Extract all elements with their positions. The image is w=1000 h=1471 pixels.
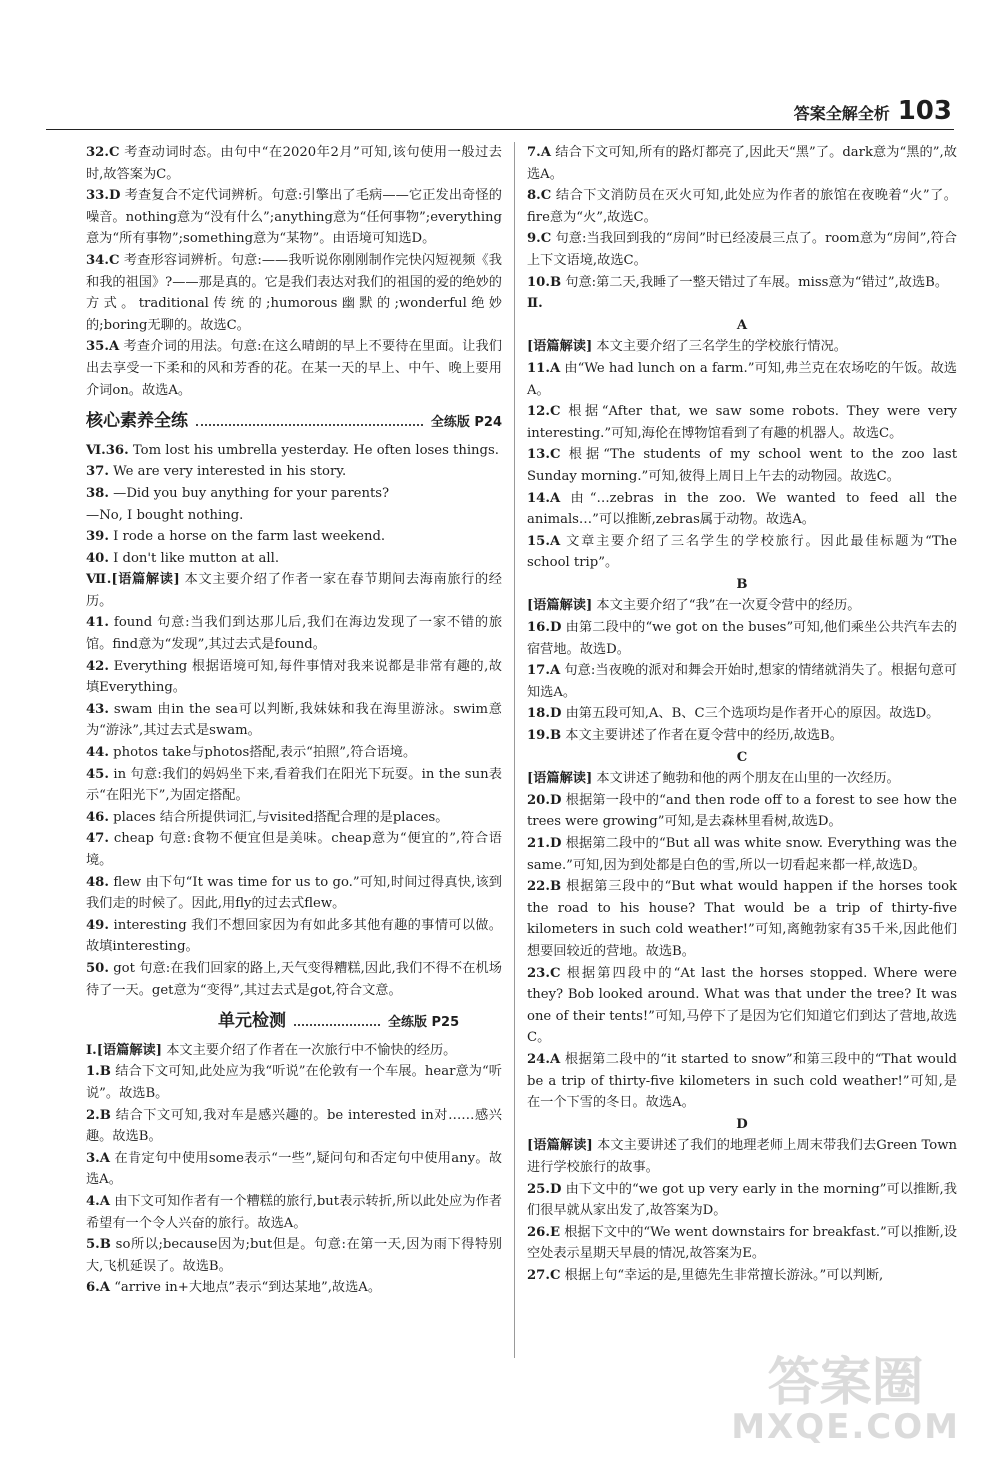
answer-number: 19.B bbox=[527, 728, 562, 744]
answer-text: 本文主要介绍了三名学生的学校旅行情况。 bbox=[592, 339, 847, 355]
section-unit-test bbox=[86, 1011, 502, 1034]
answer-number: 3.A bbox=[86, 1150, 110, 1166]
answer-number: 8.C bbox=[527, 188, 552, 204]
passage-b-answers bbox=[527, 595, 957, 746]
answer-text: 根据下文中的“We went downstairs for breakfast.”可以推断,设空处表示星期天早晨的情况,故答案为E。 bbox=[527, 1224, 957, 1262]
answer-item bbox=[527, 401, 957, 444]
right-column bbox=[527, 142, 957, 1286]
answer-number: 32.C bbox=[86, 145, 120, 160]
answer-item bbox=[527, 1222, 957, 1265]
answer-number: 45. bbox=[86, 766, 109, 782]
answer-text: 本文主要讲述了我们的地理老师上周末带我们去Green Town进行学校旅行的故事。 bbox=[527, 1138, 957, 1175]
answer-number: 21.D bbox=[527, 836, 562, 851]
answer-item bbox=[527, 358, 957, 401]
answer-text: 根据第二段中的“But all was white snow. Everything was the same.”可知,因为到处都是白色的雪,所以一切看起来都一样,故选D。 bbox=[527, 836, 957, 873]
answer-text: 考查介词的用法。句意:在这么晴朗的早上不要待在里面。让我们出去享受一下柔和的风和芳香的花。在某一天的早上、中午、晚上要用介词on。故选A。 bbox=[86, 339, 502, 398]
answer-number: 40. bbox=[86, 550, 109, 566]
answer-item bbox=[527, 185, 957, 228]
answer-item bbox=[86, 1277, 502, 1299]
answer-number: 2.B bbox=[86, 1107, 111, 1123]
answer-item bbox=[527, 272, 957, 294]
answer-number: 26.E bbox=[527, 1224, 560, 1240]
passage-a-answers bbox=[527, 336, 957, 574]
answer-number: 14.A bbox=[527, 490, 561, 506]
answer-item bbox=[527, 228, 957, 271]
answer-text: 根据第三段中的“But what would happen if the horses took the road to his house? That would be a trip of thirty-five kilometers in such cold weather!”可知,离鲍勃家有35千米,因此他们想要回较近的营地。故选B。 bbox=[527, 879, 957, 959]
answer-text: 本文讲述了鲍勃和他的两个朋友在山里的一次经历。 bbox=[592, 771, 900, 787]
answer-number: [语篇解读] bbox=[527, 339, 593, 355]
answer-item bbox=[86, 250, 502, 336]
answer-number: 25.D bbox=[527, 1181, 562, 1197]
passage-b-letter: B bbox=[736, 576, 748, 592]
answer-number: [语篇解读] bbox=[527, 598, 593, 614]
answer-item bbox=[527, 142, 957, 185]
answers-32-35 bbox=[86, 142, 502, 401]
answer-item bbox=[527, 790, 957, 833]
answer-number: 11.A bbox=[527, 360, 561, 376]
answer-text: 本文主要讲述了作者在夏令营中的经历,故选B。 bbox=[561, 728, 843, 744]
answer-item bbox=[86, 1105, 502, 1148]
answer-number: 15.A bbox=[527, 533, 561, 549]
answer-number: [语篇解读] bbox=[527, 771, 593, 787]
answer-item bbox=[86, 958, 502, 1001]
page-header bbox=[794, 96, 952, 126]
answer-text: 根据“The students of my school went to the zoo last Sunday morning.”可知,彼得上周日上午去的动物园。故选C。 bbox=[527, 447, 957, 484]
section-title: 单元检测 bbox=[218, 1011, 286, 1032]
answer-number: 1.B bbox=[86, 1064, 111, 1080]
answer-item bbox=[527, 595, 957, 617]
answer-item bbox=[527, 833, 957, 876]
answer-number: 22.B bbox=[527, 879, 562, 895]
answer-item bbox=[86, 699, 502, 742]
answer-item bbox=[86, 1040, 502, 1062]
answer-text: found 句意:当我们到达那儿后,我们在海边发现了一家不错的旅馆。find意为“发现”,其过去式是found。 bbox=[86, 615, 502, 653]
answer-text: 考查动词时态。由句中“在2020年2月”可知,该句使用一般过去时,故答案为C。 bbox=[86, 145, 502, 182]
answer-text: 根据“After that, we saw some robots. They were very interesting.”可知,海伦在博物馆看到了有趣的机器人。故选C。 bbox=[527, 404, 957, 441]
answer-item bbox=[527, 1265, 957, 1287]
passage-c-answers bbox=[527, 768, 957, 1114]
answer-item bbox=[86, 185, 502, 250]
answer-item bbox=[86, 807, 502, 829]
answer-number: 33.D bbox=[86, 188, 121, 204]
answer-number: 39. bbox=[86, 529, 109, 545]
answer-item bbox=[527, 488, 957, 531]
passage-d-answers bbox=[527, 1135, 957, 1286]
answer-text: 根据上句“幸运的是,里德先生非常擅长游泳。”可以判断, bbox=[560, 1267, 884, 1283]
answers-7-10 bbox=[527, 142, 957, 293]
header-rule bbox=[46, 129, 954, 130]
answer-text: 由下文中的“we got up very early in the morning”可以推断,我们很早就从家出发了,故答案为D。 bbox=[527, 1181, 957, 1219]
answer-number: 7.A bbox=[527, 145, 551, 160]
answer-number: 20.D bbox=[527, 792, 562, 808]
answer-text: 根据第一段中的“and then rode off to a forest to see how the trees were growing”可知,是去森林里看树,故选D。 bbox=[527, 792, 957, 830]
answer-text: in 句意:我们的妈妈坐下来,看着我们在阳光下玩耍。in the sun表示“在阳光下”,为固定搭配。 bbox=[86, 766, 502, 804]
answer-number: 16.D bbox=[527, 620, 562, 636]
answer-number: Ⅶ.[语篇解读] bbox=[86, 572, 180, 588]
answer-text: —No, I bought nothing. bbox=[86, 507, 244, 523]
answer-number: 44. bbox=[86, 745, 109, 761]
answer-text: Everything 根据语境可知,每件事情对我来说都是非常有趣的,故填Everything。 bbox=[86, 658, 502, 696]
answer-number: 5.B bbox=[86, 1237, 111, 1253]
left-column bbox=[86, 142, 502, 1299]
answer-text: 根据第二段中的“it started to snow”和第三段中的“That would be a trip of thirty-five kilometers in such cold weather!”可知,是在一个下雪的冬日。故选A。 bbox=[527, 1051, 957, 1111]
answer-number: [语篇解读] bbox=[527, 1138, 593, 1154]
page-number: 103 bbox=[897, 96, 952, 126]
answer-text: cheap 句意:食物不便宜但是美味。cheap意为“便宜的”,符合语境。 bbox=[86, 831, 502, 868]
answer-item bbox=[86, 526, 502, 548]
dot-leader bbox=[196, 424, 423, 426]
answer-number: Ⅵ.36. bbox=[86, 442, 129, 458]
answer-number: 47. bbox=[86, 831, 109, 847]
answer-text: 本文主要介绍了作者在一次旅行中不愉快的经历。 bbox=[162, 1042, 457, 1058]
section-title: 核心素养全练 bbox=[86, 411, 188, 432]
answer-item bbox=[86, 1234, 502, 1277]
answer-text: 在肯定句中使用some表示“一些”,疑问句和否定句中使用any。故选A。 bbox=[86, 1150, 502, 1188]
answer-number: 34.C bbox=[86, 252, 120, 268]
answer-text: 句意:第二天,我睡了一整天错过了车展。miss意为“错过”,故选B。 bbox=[561, 274, 949, 290]
answer-item bbox=[86, 1061, 502, 1104]
answer-item bbox=[86, 548, 502, 570]
column-divider bbox=[514, 142, 515, 1358]
answer-number: 12.C bbox=[527, 404, 561, 420]
answer-item bbox=[86, 505, 502, 527]
watermark-logo: 答案圈 MXQE.COM bbox=[731, 1353, 960, 1447]
answer-item bbox=[527, 1049, 957, 1114]
answer-number: 35.A bbox=[86, 339, 120, 355]
answer-item bbox=[527, 703, 957, 725]
answer-text: 结合下文可知,我对车是感兴趣的。be interested in对……感兴趣。故选B。 bbox=[86, 1107, 502, 1145]
answer-text: 由“…zebras in the zoo. We wanted to feed all the animals…”可以推断,zebras属于动物。故选A。 bbox=[527, 490, 957, 528]
answer-item bbox=[527, 660, 957, 703]
answer-text: I don't like mutton at all. bbox=[108, 550, 280, 566]
answer-number: 23.C bbox=[527, 965, 561, 981]
answer-text: got 句意:在我们回家的路上,天气变得糟糕,因此,我们不得不在机场待了一天。get意为“变得”,其过去式是got,符合文意。 bbox=[86, 960, 502, 998]
answer-text: so所以;because因为;but但是。句意:在第一天,因为雨下得特别大,飞机延误了。故选B。 bbox=[86, 1237, 502, 1274]
answer-item bbox=[527, 444, 957, 487]
answer-number: 10.B bbox=[527, 274, 562, 290]
answer-item bbox=[86, 142, 502, 185]
answer-text: 由第二段中的“we got on the buses”可知,他们乘坐公共汽车去的宿营地。故选D。 bbox=[527, 620, 957, 657]
answer-text: 本文主要介绍了作者一家在春节期间去海南旅行的经历。 bbox=[86, 572, 502, 609]
answer-item bbox=[86, 1148, 502, 1191]
answer-text: We are very interested in his story. bbox=[108, 464, 347, 480]
answer-number: 42. bbox=[86, 658, 109, 674]
dot-leader bbox=[294, 1024, 380, 1026]
answer-number: 13.C bbox=[527, 447, 561, 463]
answer-item bbox=[86, 764, 502, 807]
answer-item bbox=[86, 915, 502, 958]
answer-item bbox=[86, 336, 502, 401]
answer-text: 由“We had lunch on a farm.”可知,弗兰克在农场吃的午饭。故选A。 bbox=[527, 360, 957, 398]
answer-text: 根据第四段中的“At last the horses stopped. Where were they? Bob looked around. What was that under the tree? It was one of their tents!”可知,马停下了是因为它们知道它们到达了营地,故选C。 bbox=[527, 965, 957, 1046]
answer-item bbox=[86, 742, 502, 764]
section-ref: 全练版 P24 bbox=[430, 415, 502, 431]
answer-item bbox=[86, 461, 502, 483]
header-title: 答案全解全析 bbox=[793, 104, 890, 123]
answer-item bbox=[86, 1191, 502, 1234]
answer-text: photos take与photos搭配,表示“拍照”,符合语境。 bbox=[108, 745, 417, 761]
answer-item bbox=[527, 1135, 957, 1178]
answer-item bbox=[86, 483, 502, 505]
answer-text: I rode a horse on the farm last weekend. bbox=[108, 529, 386, 545]
passage-c-letter: C bbox=[736, 749, 748, 765]
answer-number: 6.A bbox=[86, 1280, 110, 1296]
part-label: Ⅱ. bbox=[527, 296, 543, 312]
answer-number: 18.D bbox=[527, 706, 562, 722]
answer-text: —Did you buy anything for your parents? bbox=[108, 485, 390, 501]
answer-number: 49. bbox=[86, 917, 109, 933]
answer-text: interesting 我们不想回家因为有如此多其他有趣的事情可以做。故填interesting。 bbox=[86, 917, 502, 955]
answer-number: 24.A bbox=[527, 1051, 561, 1067]
answer-number: 27.C bbox=[527, 1267, 561, 1283]
answer-item bbox=[527, 617, 957, 660]
answer-number: 50. bbox=[86, 960, 109, 976]
answer-item bbox=[86, 828, 502, 871]
answer-item bbox=[86, 612, 502, 655]
answer-item bbox=[86, 569, 502, 612]
answer-text: 由第五段可知,A、B、C三个选项均是作者开心的原因。故选D。 bbox=[561, 706, 940, 722]
answer-number: 4.A bbox=[86, 1193, 110, 1209]
answer-item bbox=[527, 876, 957, 962]
answer-text: 结合下文可知,此处应为我“听说”在伦敦有一个车展。hear意为“听说”。故选B。 bbox=[86, 1064, 502, 1101]
answers-1-6 bbox=[86, 1040, 502, 1299]
answer-item bbox=[527, 963, 957, 1049]
answer-number: 46. bbox=[86, 809, 109, 825]
answer-text: flew 由下句“It was time for us to go.”可知,时间过得真快,该到我们走的时候了。因此,用fly的过去式flew。 bbox=[86, 874, 502, 912]
passage-d-letter: D bbox=[736, 1116, 748, 1132]
section-core-practice bbox=[86, 411, 502, 434]
answer-number: Ⅰ.[语篇解读] bbox=[86, 1042, 162, 1058]
answer-text: 考查形容词辨析。句意:——我听说你刚刚制作完快闪短视频《我和我的祖国》?——那是真的。它是我们表达对我们的祖国的爱的绝妙的方式。traditional传统的;humorous幽默的;wonderful绝妙的;boring无聊的。故选C。 bbox=[86, 252, 502, 333]
answer-text: Tom lost his umbrella yesterday. He often loses things. bbox=[128, 442, 499, 458]
answer-number: 38. bbox=[86, 485, 109, 501]
answer-item bbox=[527, 768, 957, 790]
answer-number: 43. bbox=[86, 701, 109, 717]
answer-item bbox=[86, 872, 502, 915]
answer-number: 9.C bbox=[527, 231, 552, 247]
answer-text: places 结合所提供词汇,与visited搭配合理的是places。 bbox=[108, 809, 449, 825]
answer-item bbox=[527, 336, 957, 358]
answer-item bbox=[527, 725, 957, 747]
answer-text: 由下文可知作者有一个糟糕的旅行,but表示转折,所以此处应为作者希望有一个令人兴奋的旅行。故选A。 bbox=[86, 1193, 502, 1231]
answer-text: 句意:当我回到我的“房间”时已经凌晨三点了。room意为“房间”,符合上下文语境,故选C。 bbox=[527, 231, 957, 268]
answer-number: 37. bbox=[86, 464, 109, 480]
passage-a-letter: A bbox=[736, 317, 748, 333]
answer-text: 文章主要介绍了三名学生的学校旅行。因此最佳标题为“The school trip”。 bbox=[527, 533, 957, 571]
answer-item bbox=[86, 656, 502, 699]
answer-text: 考查复合不定代词辨析。句意:引擎出了毛病——它正发出奇怪的噪音。nothing意为“没有什么”;anything意为“任何事物”;everything意为“所有事物”;something意为“某物”。由语境可知选D。 bbox=[86, 188, 502, 247]
answer-number: 48. bbox=[86, 874, 109, 890]
answer-number: 17.A bbox=[527, 663, 561, 679]
section-ref: 全练版 P25 bbox=[388, 1015, 460, 1031]
answer-number: 41. bbox=[86, 615, 109, 631]
answer-text: 句意:当夜晚的派对和舞会开始时,想家的情绪就消失了。根据句意可知选A。 bbox=[527, 663, 957, 700]
answer-text: 结合下文消防员在灭火可知,此处应为作者的旅馆在夜晚着“火”了。fire意为“火”,故选C。 bbox=[527, 188, 957, 225]
answer-text: “arrive in+大地点”表示“到达某地”,故选A。 bbox=[110, 1280, 382, 1296]
answer-text: 本文主要介绍了“我”在一次夏令营中的经历。 bbox=[592, 598, 861, 614]
answer-item bbox=[527, 1179, 957, 1222]
answers-36-50 bbox=[86, 440, 502, 1001]
answer-item bbox=[527, 531, 957, 574]
answer-item bbox=[86, 440, 502, 462]
answer-text: 结合下文可知,所有的路灯都亮了,因此天“黑”了。dark意为“黑的”,故选A。 bbox=[527, 145, 957, 182]
answer-text: swam 由in the sea可以判断,我妹妹和我在海里游泳。swim意为“游泳”,其过去式是swam。 bbox=[86, 701, 502, 739]
